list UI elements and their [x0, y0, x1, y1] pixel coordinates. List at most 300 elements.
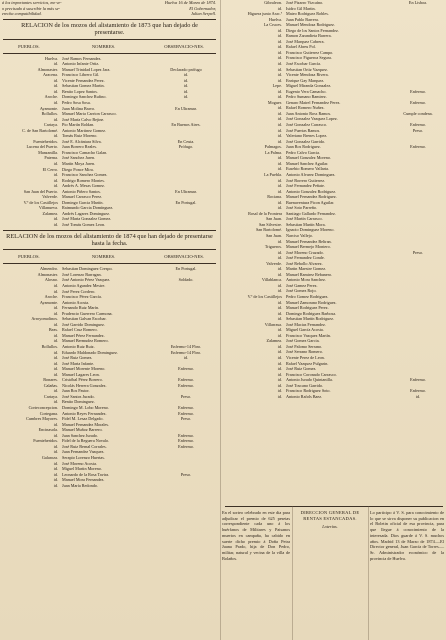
nombre-cell: Mateo Rodriguez Robles. — [286, 11, 329, 17]
observacion-cell: Enfermo-14 Fbro. — [170, 349, 202, 355]
pueblo-cell: id. — [277, 355, 282, 360]
pueblo-cell: id. — [53, 449, 58, 455]
pueblo-cell: Paterna. — [44, 155, 58, 161]
header-text-line-1: á los importantes servicios, me ve- — [2, 0, 62, 5]
pueblo-cell: id. — [53, 183, 58, 189]
nombre-cell: Martín Moya Jaren. — [62, 160, 96, 166]
nombre-cell: José Gonzalez Garrido. — [286, 138, 326, 144]
observacion-cell: Enfermo. — [178, 438, 194, 444]
pueblo-cell: id. — [277, 38, 282, 44]
nombre-cell: José Pizarro Vizcaíno. — [286, 0, 324, 5]
pueblo-cell: id. — [53, 61, 58, 67]
nombre-cell: Manuel Carrasco Perez. — [62, 194, 103, 200]
nombre-cell: José Maria Infante. — [62, 360, 95, 366]
pueblo-cell: id. — [53, 443, 58, 449]
pueblo-cell: id. — [277, 94, 282, 100]
direction-block — [294, 510, 366, 532]
observacion-cell: id. — [183, 355, 189, 361]
nombre-cell: Raimundo Garcia Domínguez. — [62, 205, 114, 211]
pueblo-cell: id. — [277, 343, 282, 349]
nombre-cell: Juan Antonio Ross Ramos. — [286, 110, 332, 116]
pueblo-cell: id. — [277, 205, 282, 211]
nombre-cell: Manuel Maria Carrion Carrasco. — [62, 111, 117, 117]
nombre-cell: Ramon Zarandieta Barrera. — [286, 33, 332, 39]
table-row — [0, 222, 219, 228]
nombre-cell: José Gonzalez Vazquez Lopez. — [286, 116, 338, 122]
pueblo-cell: Palmagos. — [264, 144, 282, 150]
nombre-cell: Domingo Sanchez Rufino. — [62, 94, 107, 100]
observacion-cell: Enfermo. — [410, 377, 426, 383]
nombre-cell: Antonio Jurado Quintanilla. — [286, 377, 333, 383]
pueblo-cell: id. — [53, 466, 58, 472]
header-date: Huelva 16 de Marzo de 1874. — [164, 0, 216, 5]
pueblo-cell: id. — [277, 110, 282, 116]
pueblo-cell: Gibraleon. — [264, 0, 282, 5]
pueblo-cell: Ayamonte. — [39, 105, 58, 111]
list-1874-continued — [222, 0, 446, 399]
nombre-cell: Vicente Perez de Leon. — [286, 355, 325, 360]
nombre-cell: Manuel Lagares Leon. — [62, 371, 100, 377]
column-headings-2 — [0, 252, 219, 261]
pueblo-cell: id. — [53, 460, 58, 466]
pueblo-cell: Alosno. — [44, 277, 58, 283]
nombre-cell: Manuel Rodriguez Perez. — [286, 305, 329, 311]
nombre-cell: Antonio Mora Sanchez. — [286, 277, 326, 283]
nombre-cell: Manuel Fernandez Rodriguez. — [286, 194, 337, 200]
observacion-cell: En Portugal. — [175, 266, 197, 272]
pueblo-cell: id. — [53, 366, 58, 372]
pueblo-cell: id. — [277, 44, 282, 50]
pueblo-cell: id. — [277, 249, 282, 255]
pueblo-cell: id. — [277, 371, 282, 377]
observacion-cell: Enfermo. — [178, 410, 194, 416]
direction-subtitle: Loterías. — [322, 524, 338, 529]
observacion-cell: Enfermo. — [410, 388, 426, 394]
nombre-cell: Vicente Mendoza Rivera. — [286, 72, 329, 78]
nombre-cell: José Soto Parreño. — [286, 205, 318, 211]
list-1874 — [0, 266, 219, 488]
nombre-cell: Francisco Figueroa Segura. — [286, 55, 332, 61]
nombre-cell: José Escobar García. — [286, 61, 321, 67]
left-column — [0, 0, 219, 488]
pueblo-cell: San Juan. — [265, 232, 282, 238]
pueblo-cell: Encinasola. — [38, 427, 58, 433]
nombre-cell: Manuel Ramirez Rebanero. — [286, 271, 333, 277]
pueblo-cell: id. — [277, 360, 282, 366]
nombre-cell: Domingo M. Lobo Moreno. — [62, 405, 109, 411]
nombre-cell: Francisco Librero Gil. — [62, 72, 100, 78]
section-1-title: RELACION de los mozos del alistamiento de 1873 que han dejado de presentarse. — [21, 21, 198, 37]
pueblo-cell: id. — [277, 138, 282, 144]
nombre-cell: Fidel de la Reguera Novalo. — [62, 438, 110, 444]
nombre-cell: José Rebollo Alvarez. — [286, 260, 323, 266]
heading-pueblos: PUEBLOS. — [18, 254, 40, 260]
heading-nombres: NOMBRES. — [91, 254, 116, 260]
section-2-title: RELACION de los mozos del alistamiento de 1874 que han dejado de presentarse hasta la fecha. — [6, 232, 213, 247]
pueblo-cell: id. — [53, 399, 58, 405]
pueblo-cell: id. — [53, 305, 58, 311]
observacion-cell: id. — [415, 393, 421, 399]
pueblo-cell: C. de San Bartolomé. — [22, 127, 58, 133]
pueblo-cell: Bollullos. — [41, 344, 58, 350]
pueblo-cell: Ayamonte. — [39, 299, 58, 305]
nombre-cell: José María Calvo Bejine. — [62, 116, 105, 122]
nombre-cell: Nicolás Herrera Gonzalez. — [62, 382, 107, 388]
pueblo-cell: id. — [53, 349, 58, 355]
nombre-cell: Domingo Garcia Martín. — [62, 199, 104, 205]
observacion-cell: Enfermo. — [178, 366, 194, 372]
nombre-cell: Pedro Sumano Ramirez. — [286, 94, 327, 100]
nombre-cell: Diego Ponce Mira. — [62, 166, 94, 172]
lottery-text: En el sorteo celebrado en este dia para adjudicar el premio de 625 pesetas correspondiente cada uno á los huérfanos de Militares y Paisanos muertos en campaña, ha cabido en suerte dicho premio á Doña Petra Juana Prado, hija de Don Pedro, militar, natural y vecina de la villa de Bolaños. — [222, 510, 290, 561]
pueblo-cell: id. — [277, 177, 282, 183]
pueblo-cell: id. — [53, 482, 58, 488]
nombre-cell: Leonardo de la Rosa Tavira. — [62, 471, 110, 477]
nombre-cell: Francisco Pérez García. — [62, 294, 102, 300]
nombre-cell: Juan Ros Rodriguez. — [286, 144, 321, 150]
pueblo-cell: Zalamea. — [42, 210, 58, 216]
pueblo-cell: San Silvestre. — [258, 221, 282, 227]
nombre-cell: José Gomez Garcia. — [286, 338, 320, 344]
pueblo-cell: id. — [277, 382, 282, 388]
nombre-cell: Manuel Fernandez Morales. — [62, 421, 110, 427]
nombre-cell: José Martín Carrasco. — [286, 216, 323, 222]
nombre-cell: José Ruiz Gomez. — [62, 355, 93, 361]
nombre-cell: José Palomo Serrano. — [286, 343, 323, 349]
pueblo-cell: Villanueva. — [38, 205, 58, 211]
pueblo-cell: id. — [277, 133, 282, 139]
nombre-cell: José Marquez Cabrera. — [286, 38, 325, 44]
observacion-cell: Enfermo. — [410, 122, 426, 128]
nombre-cell: José Borrero Gutierrez. — [286, 177, 326, 183]
nombre-cell: Manuel Bermudez Romero. — [62, 338, 109, 344]
header-text-line-2: o precisado á suscribir la más se- — [2, 5, 61, 11]
pueblo-cell: El Cerro. — [42, 166, 58, 172]
nombre-cell: José Moreno Cruzado. — [286, 249, 324, 255]
nombre-cell: Pedro Gomez Rodriguez. — [286, 293, 329, 299]
nombre-cell: Sebastian Ortiz Vazquez. — [286, 66, 328, 72]
heading-pueblos: PUEBLOS. — [18, 43, 40, 49]
pueblo-cell: id. — [53, 77, 58, 83]
pueblo-cell: id. — [53, 216, 58, 222]
notice-text: Lo participo á V. S. para conocimiento de lo que se sirva disponer su publicacion en el Boletin oficial de esa provincia, para que llegue á conocimiento de la interesada. Dios guarde á V. S. muchos años. Madrid 13 de Marzo de 1874.—El Director general, Juan García de Torres.—Sr. Administrador económico de la provincia de Huelva. — [370, 510, 444, 561]
nombre-cell: Juan Fernandez Vazquez. — [62, 449, 105, 455]
nombre-cell: Manuel Trinidad Lopez Jara. — [62, 66, 111, 72]
pueblo-cell: id. — [277, 255, 282, 261]
observacion-cell: En Ceuta. — [177, 138, 195, 144]
nombre-cell: José Ramos Fernandez. — [62, 55, 102, 61]
observacion-cell: Enfermo. — [178, 432, 194, 438]
nombre-cell: Manuel Zamorano Rodriguez. — [286, 299, 337, 305]
observacion-cell: En Ultramar. — [175, 105, 197, 111]
pueblo-cell: Lucena del Puerto. — [26, 144, 58, 150]
pueblo-cell: Corteconcepcion. — [28, 405, 58, 411]
nombre-cell: Juan Ros Pastor. — [62, 388, 90, 394]
pueblo-cell: Cartaya. — [43, 122, 58, 128]
nombre-cell: José Gomez Rojo. — [286, 288, 317, 294]
nombre-cell: Manuel Morente Moreno. — [62, 366, 106, 372]
divider — [3, 249, 216, 250]
nombre-cell: José Serrano Romero. — [286, 349, 323, 355]
observacion-cell: Preso. — [180, 416, 192, 422]
pueblo-cell: id. — [53, 338, 58, 344]
pueblo-cell: Huelva. — [44, 55, 58, 61]
nombre-cell: José Toscano Garrido. — [286, 382, 324, 388]
nombre-cell: Rafael Vazquez Pulgarin. — [286, 360, 329, 366]
left-header — [0, 0, 219, 17]
nombre-cell: Benito Lopez Santos. — [62, 88, 98, 94]
pueblo-cell: Fuenteheridos. — [33, 438, 58, 444]
pueblo-cell: Cortegana. — [39, 410, 58, 416]
observacion-cell: id. — [183, 77, 189, 83]
pueblo-cell: id. — [277, 271, 282, 277]
pueblo-cell: V.ª de los Castillejos — [23, 199, 58, 205]
observacion-cell: id. — [183, 94, 189, 100]
nombre-cell: Manuel Fernandez Beltran. — [286, 238, 332, 244]
nombre-cell: Miguel Martin Moreno. — [62, 466, 102, 472]
observacion-cell: En Portugal. — [175, 199, 197, 205]
pueblo-cell: id. — [277, 305, 282, 311]
pueblo-cell: Aroche. — [44, 294, 58, 300]
nombre-cell: Juan Pablo Barrera. — [286, 16, 319, 22]
pueblo-cell: id. — [277, 66, 282, 72]
pueblo-cell: id. — [277, 33, 282, 39]
pueblo-cell: Valverde. — [42, 194, 58, 200]
nombre-cell: Antonio Gonzalez Rodriguez. — [286, 188, 337, 194]
pueblo-cell: id. — [53, 133, 58, 139]
heading-nombres: NOMBRES. — [91, 43, 116, 49]
table-row — [0, 483, 219, 489]
nombre-cell: Martin Maestre Gomez. — [286, 266, 327, 272]
pueblo-cell: Rosal de la Frontera — [248, 210, 282, 216]
nombre-cell: Francisco Coronado Carrasco. — [286, 371, 337, 377]
pueblo-cell: id. — [53, 177, 58, 183]
header-text-line-3: erecha compatibilidad. — [2, 11, 42, 17]
nombre-cell: Domingo Rodriguez Barbosa. — [286, 310, 337, 316]
observacion-cell: Enfermo. — [178, 405, 194, 411]
nombre-cell: José Garrido Dominguez. — [62, 321, 105, 327]
divider — [3, 39, 216, 40]
nombre-cell: Eusebio Romero Vallarta. — [286, 166, 330, 172]
nombre-cell: Francisco Rodriguez Soto. — [286, 388, 331, 394]
nombre-cell: José Fernandez Conde. — [286, 255, 325, 261]
nombre-cell: Antonio Alvarez Dominguez. — [286, 171, 336, 177]
pueblo-cell: Rociana. — [267, 194, 282, 200]
pueblo-cell: id. — [277, 77, 282, 83]
pueblo-cell: id. — [53, 116, 58, 122]
pueblo-cell: id. — [277, 188, 282, 194]
pueblo-cell: id. — [277, 327, 282, 333]
nombre-cell: Isidro Gil Martin. — [286, 5, 316, 11]
nombre-cell: Genaro Mairel Fernandez Perez. — [286, 99, 341, 105]
nombre-cell: José Ruiz Bernal Corrales. — [62, 443, 107, 449]
pueblo-cell: Valverde. — [266, 260, 282, 266]
nombre-cell: Pio Martín Roldan. — [62, 122, 95, 128]
header-role: El Gobernador, — [189, 5, 216, 11]
pueblo-cell: Beas. — [48, 327, 58, 333]
pueblo-cell: Almendro. — [39, 266, 58, 272]
bottom-section — [222, 506, 446, 561]
pueblo-cell: id. — [277, 72, 282, 78]
nombre-cell: Santiago Gallardo Fernandez. — [286, 210, 336, 216]
nombre-cell: Juan Borrero Reales. — [62, 144, 98, 150]
observacion-cell: Cumple condena. — [403, 110, 433, 116]
nombre-cell: Antonio Rafols Baez. — [286, 393, 323, 399]
pueblo-cell: Almonaster. — [37, 271, 58, 277]
pueblo-cell: Bonares. — [43, 377, 58, 383]
pueblo-cell: Higuera junto Arac.ª — [247, 11, 282, 17]
pueblo-cell: id. — [277, 5, 282, 11]
pueblo-cell: id. — [53, 371, 58, 377]
pueblo-cell: id. — [277, 266, 282, 272]
nombre-cell: José E. Alcántara Silva. — [62, 138, 102, 144]
pueblo-cell: id. — [277, 238, 282, 244]
nombre-cell: Ignacio Dominguez Moreno. — [286, 227, 335, 233]
pueblo-cell: Bollullos. — [41, 111, 58, 117]
divider — [3, 230, 216, 231]
column-rule — [220, 0, 221, 640]
observacion-cell: Enfermo. — [410, 144, 426, 150]
nombre-cell: Manuel Sanchez Aguilar. — [286, 160, 329, 166]
nombre-cell: Prudencio Guerrero Carmona. — [62, 310, 113, 316]
pueblo-cell: Arroyomolinos. — [31, 316, 58, 322]
pueblo-cell: id. — [277, 377, 282, 383]
nombre-cell: Vicente Fernandez Perez. — [62, 77, 105, 83]
pueblo-cell: Galaroza. — [41, 454, 58, 460]
pueblo-cell: La Puebla. — [264, 171, 282, 177]
right-column — [222, 0, 446, 399]
pueblo-cell: id. — [53, 99, 58, 105]
column-rule — [368, 506, 369, 640]
pueblo-cell: id. — [277, 49, 282, 55]
pueblo-cell: id. — [277, 183, 282, 189]
nombre-cell: Juan Molina Bravo. — [62, 105, 96, 111]
pueblo-cell: Manzanilla. — [38, 149, 58, 155]
nombre-cell: Antonio Agundez Mestre. — [62, 283, 106, 288]
pueblo-cell: Zalamea. — [266, 338, 282, 344]
nombre-cell: José Puertas Ramos. — [286, 127, 321, 133]
nombre-cell: Antonio Piñero Santos. — [62, 188, 101, 194]
pueblo-cell: Villarrasa. — [264, 321, 282, 327]
nombre-cell: Sebastian Gomez Martin. — [62, 83, 105, 89]
nombre-cell: Miguel Miranda Gonzalez. — [286, 83, 332, 89]
pueblo-cell: id. — [53, 283, 58, 288]
nombre-cell: José Gonzalez Carrasco. — [286, 122, 328, 128]
pueblo-cell: id. — [53, 222, 58, 227]
nombre-cell: Antonio Infante Ortiz. — [62, 61, 100, 67]
nombre-cell: Pedro Calvo Garcia. — [286, 149, 321, 155]
observacion-cell: Soldado. — [178, 277, 194, 283]
pueblo-cell: Calañas. — [43, 382, 58, 388]
pueblo-cell: Villablanca. — [261, 277, 282, 283]
nombre-cell: Andrés Lagares Dominguez. — [62, 210, 111, 216]
nombre-cell: Eduardo Maldonado Dominguez. — [62, 349, 118, 355]
nombre-cell: Sebastian Galvan Escobar. — [62, 316, 107, 322]
pueblo-cell: id. — [277, 61, 282, 67]
nombre-cell: Narciso Vallejo. — [286, 232, 313, 238]
nombre-cell: Sebastian Martín Mora. — [286, 221, 326, 227]
column-rule — [292, 506, 293, 640]
nombre-cell: Manuel Gonzalez Moreno. — [286, 155, 331, 161]
pueblo-cell: id. — [53, 477, 58, 483]
pueblo-cell: V.ª de los Castillejos — [247, 293, 282, 299]
divider — [3, 19, 216, 20]
pueblo-cell: id. — [53, 321, 58, 327]
nombre-cell: Diego de los Santos Fernandez. — [286, 27, 339, 33]
nombre-cell: Manuel Muñoz Barrero. — [62, 427, 103, 433]
observacion-cell: Enfermo. — [178, 382, 194, 388]
pueblo-cell: La Cruces. — [263, 22, 282, 28]
nombre-cell: Rafael Cruz Romero. — [62, 327, 98, 333]
nombre-cell: Juan Sanchez Jurado. — [62, 432, 98, 438]
nombre-cell: Sebastian Dominguez Crespo. — [62, 266, 113, 272]
divider — [225, 506, 443, 507]
nombre-cell: Francisco Gutierrez Campo. — [286, 49, 334, 55]
pueblo-cell: id. — [53, 288, 58, 294]
pueblo-cell: Lepe. — [272, 83, 282, 89]
nombre-cell: Andrés A. Mesas Gomez. — [62, 183, 105, 189]
observacion-cell: Preso. — [180, 471, 192, 477]
nombre-cell: José Sanchez Jaren. — [62, 155, 96, 161]
observacion-cell: En Buenos Aires. — [171, 122, 201, 128]
pueblo-cell: id. — [277, 316, 282, 322]
pueblo-cell: id. — [53, 332, 58, 338]
pueblo-cell: Aracena. — [43, 72, 58, 78]
nombre-cell: José Tomás Gomez Leon. — [62, 222, 106, 227]
observacion-cell: Declarado prófugo — [170, 66, 202, 72]
nombre-cell: Rodrigo Romero Montes. — [62, 177, 105, 183]
nombre-cell: Manuel Bermejo Montero. — [286, 244, 331, 250]
nombre-cell: Miguel García Acosta. — [286, 327, 324, 333]
heading-observaciones: OBSERVACIO-NES. — [164, 43, 205, 49]
nombre-cell: Manuel Pérez Fernandez. — [62, 332, 105, 338]
pueblo-cell: id. — [53, 160, 58, 166]
nombre-cell: Francisco Sanchez Gomez. — [62, 172, 108, 178]
pueblo-cell: id. — [53, 360, 58, 366]
nombre-cell: Fidel M. Lesaz Delgado. — [62, 416, 104, 422]
pueblo-cell: Cartaya. — [43, 393, 58, 399]
pueblo-cell: id. — [277, 155, 282, 161]
nombre-cell: Manuel Mendoza Rodriguez. — [286, 22, 335, 28]
list-1873 — [0, 56, 219, 228]
pueblo-cell: id. — [277, 27, 282, 33]
pueblo-cell: Almonaster. — [37, 66, 58, 72]
pueblo-cell: Trigueros. — [264, 244, 282, 250]
pueblo-cell: Cumbres Mayores. — [26, 416, 58, 422]
nombre-cell: Antonio Acosta. — [62, 299, 90, 305]
divider — [3, 263, 216, 264]
direction-title: DIRECCION GENERAL DE RENTAS ESTANCADAS. — [300, 510, 360, 521]
pueblo-cell: id. — [277, 105, 282, 111]
pueblo-cell: id. — [53, 388, 58, 394]
pueblo-cell: La Palma. — [265, 149, 282, 155]
observacion-cell: Prófugo. — [178, 144, 194, 150]
observacion-cell: Preso. — [412, 249, 424, 255]
pueblo-cell: id. — [277, 288, 282, 294]
nombre-cell: Buenaventura Picon Aguilar. — [286, 199, 335, 205]
pueblo-cell: id. — [277, 199, 282, 205]
pueblo-cell: Fuenteheridos. — [33, 138, 58, 144]
observacion-cell: id. — [183, 83, 189, 89]
nombre-cell: José Lorenzo Barragan. — [62, 271, 102, 277]
nombre-cell: Serapio Lorenzo Huertas. — [62, 454, 105, 460]
nombre-cell: Sebastian Martín Rodriguez. — [286, 316, 335, 322]
pueblo-cell: id. — [277, 127, 282, 133]
nombre-cell: José Antonio Pérez Vazquez. — [62, 277, 111, 283]
divider — [3, 53, 216, 54]
nombre-cell: Antonio Martinez Gomez. — [62, 127, 107, 133]
observacion-cell: id. — [183, 72, 189, 78]
